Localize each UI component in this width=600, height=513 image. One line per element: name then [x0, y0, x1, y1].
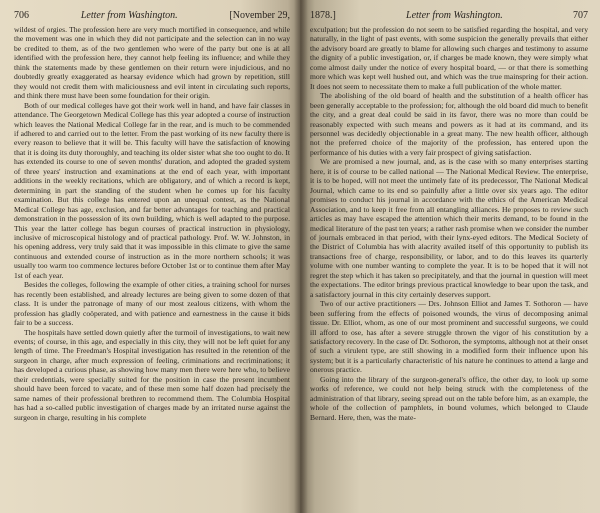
paragraph: Going into the library of the surgeon-general's office, the other day, to look up some works of reference, we could not help being struck with the completeness of the administration of that library, seeing spread out on the table before him, as an example, the whole of the collection of pamphlets, in bound volumes, which belonged to Claude Bernard. Here, then, was the mate- [310, 374, 588, 422]
running-title-left: Letter from Washington. [80, 10, 178, 21]
running-title-right: Letter from Washington. [406, 10, 503, 21]
page-number-right: 707 [573, 10, 588, 21]
date-label-left: [November 29, [229, 10, 290, 21]
paragraph: The abolishing of the old board of health and the substitution of a health officer has been generally acceptable to the profession; for, although the old board did much to benefit the city, and a great deal could be said in its favor, there was no more than could be reasonably expected with such means and powers as it had at its command, and its personnel was decidedly objectionable in a great many. The new health officer, although not the preferred choice of the majority of the profession, has entered upon the performance of his duties with a very fair prospect of giving satisfaction. [310, 91, 588, 157]
right-page-header [310, 10, 588, 21]
paragraph: Both of our medical colleges have got their work well in hand, and have fair classes in attendance. The Georgetown Medical College has this year adopted a course of instruction which leaves the National Medical College far in the rear, and is much to be commended if adhered to and carried out to the letter. From the past working of its new faculty there is every reason to believe that it will be. This faculty will have the satisfaction of knowing that it is doing its duty thoroughly, and teaching its older sister what she too ought to do. It has extended its course to one of seven months' duration, and adopted the graded system of three years' instruction and examinations at the end of each year, with important additions in the weekly recitations, which are obligatory, and of which a record is kept, determining in part the standing of the student when he comes up for his faculty examination. But this college has entered upon an unequal contest, as the National Medical College has age, exclusion, and far better advantages for teaching and practical demonstration in the possession of its own building, which is well adapted to the purpose. This year the latter college has begun courses of practical instruction in physiology, inclusive of microscopical histology and of practical pathology. Prof. W. W. Johnston, in his opening address, very truly said that it was impossible in this climate to give the same continuous and extended course of instruction as in the more northern schools; it was usually too warm too commence lectures before October 1st or to continue them after May 1st of each year. [14, 100, 290, 280]
left-page-body [14, 25, 290, 422]
paragraph: Two of our active practitioners — Drs. Johnson Elliot and James T. Sothoron — have been suffering from the effects of poisoned wounds, the virus of decomposing animal tissue. Dr. Elliot, whom, as one of our most prominent and successful surgeons, we could ill afford to ose, has after a severe struggle thrown the vigor of his constitution by a satisfactory recovery. In the case of Dr. Sothoron, the symptoms, although not at their onset of such a virulent type, are still showing in a modified form their influence upon his system; but it is a particularly characteristic of his nature he continues to attend a large and onerous practice. [310, 299, 588, 375]
paragraph: Besides the colleges, following the example of other cities, a training school for nurses has recently been established, and already lectures are being given to some dozen of that class. It is under the patronage of many of our most zealous citizens, with whom the profession has gladly coöperated, and with patience and earnestness in the cause it bids fair to be a success. [14, 280, 290, 328]
left-page-header [14, 10, 290, 21]
paragraph: wildest of orgies. The profession here are very much mortified in consequence, and while the movement was one in which they did not participate and the selection can in no way be credited to them, as of the two gentlemen who were of the party but one is at all identified with the profession here, they cannot help feeling its influence; and while they think the statements made by these gentlemen on their return were injudicious, and no doubtedly greatly exaggerated as hearsay evidence which had grown by repetition, still they would not credit them with maliciousness and evil intent in circulating such reports, and think there must have been some foundation for their origin. [14, 25, 290, 101]
right-page [300, 0, 600, 513]
paragraph: exculpation; but the profession do not seem to be satisfied regarding the hospital, and very naturally, in the light of past events, with some suspicion the generally prevails that either the advisory board are greatly to blame for allowing such charges and testimony to assume the dignity of a public investigation, or, if charges be made known, they were simply what come almost daily under the notice of every hospital board, — or that there is something more which was kept well hushed out, and which was the true mainspring for their action. It does not seem to necessitate them to make a full publication of the whole matter. [310, 25, 588, 91]
date-label-right: 1878.] [310, 10, 336, 21]
page-number-left: 706 [14, 10, 29, 21]
paragraph: The hospitals have settled down quietly after the turmoil of investigations, to wait new events; of course, in this age, and especially in this city, they will not be left quiet for any length of time. The Freedman's Hospital investigation has resulted in the retention of the surgeon in charge, after much expression of feeling, criminations and recriminations; it has developed a curious phase, as showing how many men there were here who, to believe their credentials, were specially suited for the position in case the present incumbent should have been forced to vacate, and of these men some half dozen had precisely the same names of their professional brethren to recommend them. The Columbia Hospital has had a so-called public investigation of charges made by an irritated nurse against the surgeon in charge, resulting in his complete [14, 327, 290, 422]
paragraph: We are promised a new journal, and, as is the case with so many enterprises starting here, it is of course to be called national — The National Medical Review. The enterprise, it is to be hoped, will not meet the untimely fate of its predecessor, The National Medical Journal, which came to its end so painfully after a little over six years ago. The editor promises to conduct his journal in accordance with the ethics of the American Medical Association, and to keep it free from all entangling alliances. He proposes to review such articles as may have escaped the attention which their merits demand, to be found in the medical literature of the past ten years; a rather rash promise when we consider the number of journals embraced in that period, with their lynx-eyed editors. The Medical Society of the District of Columbia has with alacrity availed itself of this opportunity to publish its transactions free of charge, responsibility, or labor, and to do this leaves its quarterly volume with one number wanting to complete the year. It is to be hoped that it will not regret the step which it has taken so precipitately, and that the journal in question will meet the expectations. The editor brings previous practical knowledge to bear upon the task, and a satisfactory journal in this city certainly deserves support. [310, 157, 588, 299]
right-page-body [310, 25, 588, 422]
